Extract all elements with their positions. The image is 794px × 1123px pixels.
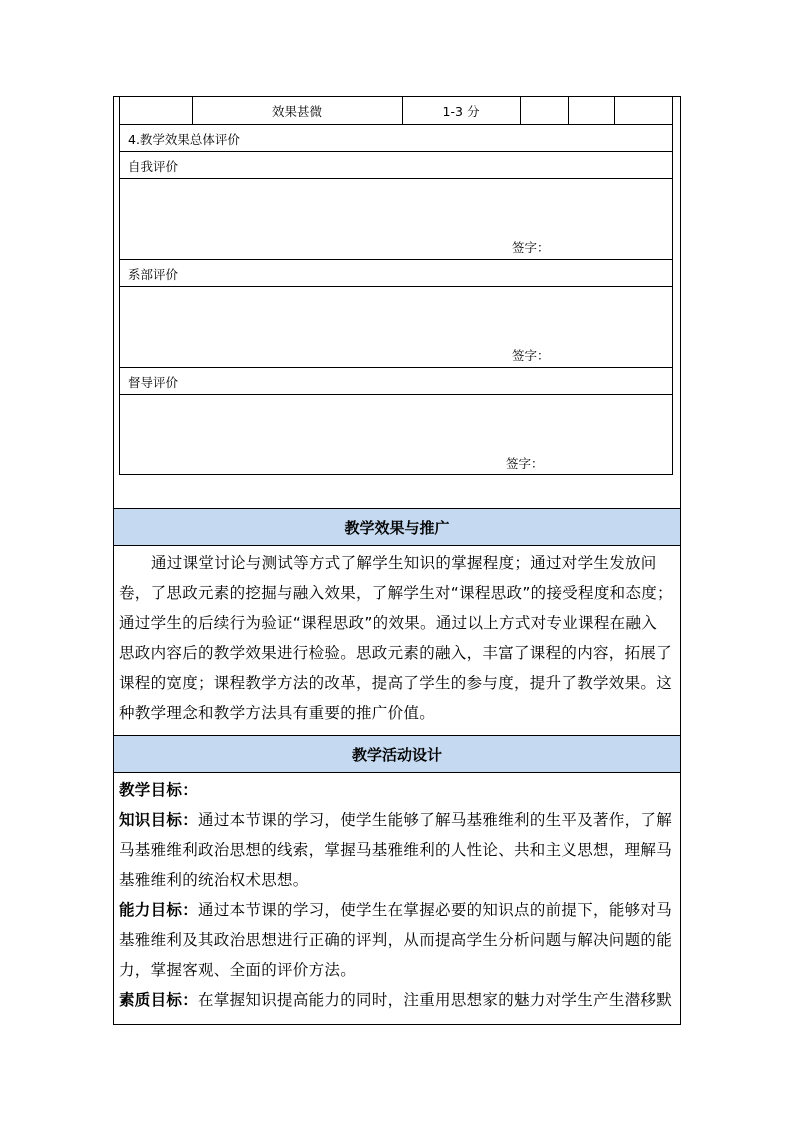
dept-eval-label: 系部评价 [128,267,179,282]
promotion-line: 种教学理念和教学方法具有重要的推广价值。 [119,704,436,722]
knowledge-goal-line: 通过本节课的学习，使学生能够了解马基雅维利的生平及著作，了解 [198,811,673,829]
activity-content [119,775,675,1015]
row-divider [119,259,673,260]
row-divider [119,124,673,125]
column-divider [614,96,615,124]
column-divider [568,96,569,124]
row-divider [119,394,673,395]
ability-goal-line: 通过本节课的学习，使学生在掌握必要的知识点的前提下，能够对马 [198,901,673,919]
dept-eval-signature: 签字： [512,348,550,363]
table-bottom-border [119,474,673,475]
knowledge-goal-line: 基雅维利的统治权术思想。 [119,871,309,889]
ability-goal-line: 基雅维利及其政治思想进行正确的评判，从而提高学生分析问题与解决问题的能 [119,931,673,949]
column-divider [402,96,403,124]
knowledge-goal-line: 马基雅维利政治思想的线索，掌握马基雅维利的人性论、共和主义思想，理解马 [119,841,673,859]
self-eval-label: 自我评价 [128,159,179,174]
promotion-line: 通过学生的后续行为验证“课程思政”的效果。通过以上方式对专业课程在融入 [119,614,658,632]
ability-goal-label: 能力目标： [119,901,199,919]
promotion-paragraph [119,548,675,728]
quality-goal-line: 在掌握知识提高能力的同时，注重用思想家的魅力对学生产生潜移默 [198,991,673,1009]
supervisor-eval-signature: 签字： [506,456,544,471]
row-divider [119,286,673,287]
row-divider [119,151,673,152]
effect-label: 效果甚微 [271,104,323,119]
goals-title: 教学目标： [119,781,199,799]
promotion-heading [114,508,680,546]
activity-heading [114,735,680,773]
section-title: 4.教学效果总体评价 [128,132,240,147]
self-eval-signature: 签字： [512,240,550,255]
promotion-line: 思政内容后的教学效果进行检验。思政元素的融入，丰富了课程的内容，拓展了 [119,644,673,662]
promotion-line: 卷，了思政元素的挖掘与融入效果，了解学生对“课程思政”的接受程度和态度； [119,584,673,602]
promotion-line: 课程的宽度；课程教学方法的改革，提高了学生的参与度，提升了教学效果。这 [119,674,673,692]
column-divider [520,96,521,124]
score-range: 1-3 分 [442,104,480,119]
ability-goal-line: 力，掌握客观、全面的评价方法。 [119,961,357,979]
activity-heading-text: 教学活动设计 [351,745,442,764]
promotion-heading-text: 教学效果与推广 [344,518,450,537]
promotion-line: 通过课堂讨论与测试等方式了解学生知识的掌握程度；通过对学生发放问 [151,554,657,572]
evaluation-table [119,96,673,475]
column-divider [192,96,193,124]
quality-goal-label: 素质目标： [119,991,199,1009]
knowledge-goal-label: 知识目标： [119,811,199,829]
row-divider [119,367,673,368]
supervisor-eval-label: 督导评价 [128,375,179,390]
row-divider [119,178,673,179]
